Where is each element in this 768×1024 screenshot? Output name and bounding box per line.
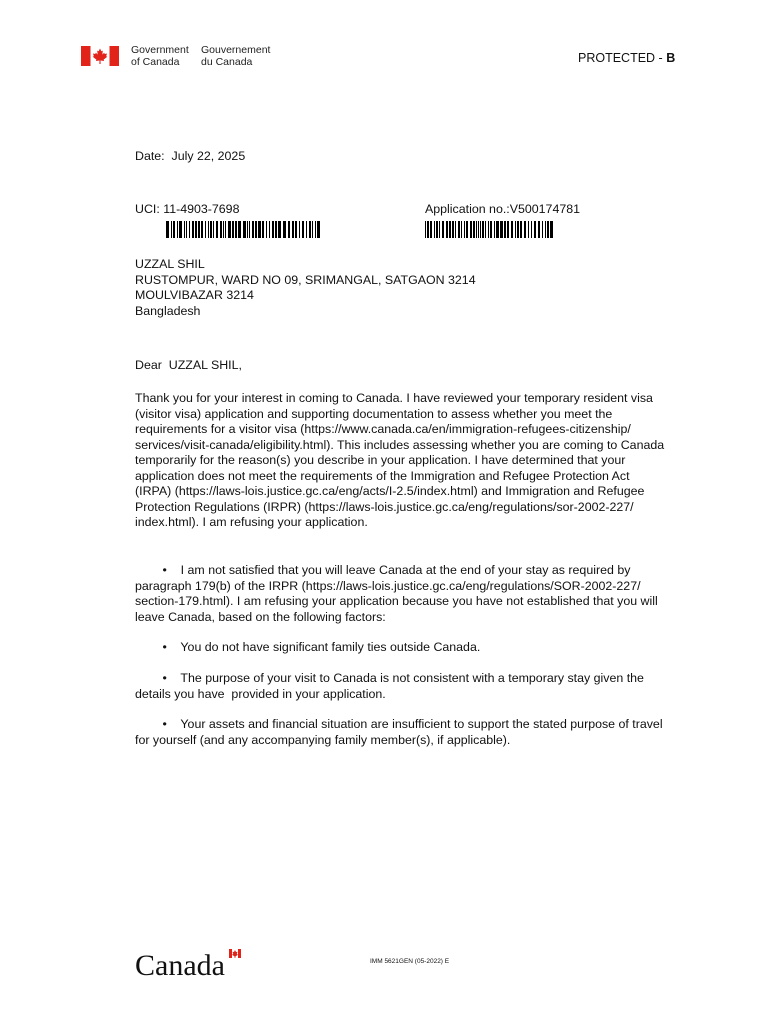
- government-of-canada-en: [131, 44, 189, 68]
- address-line: UZZAL SHIL: [135, 257, 205, 271]
- bullet-line: paragraph 179(b) of the IRPR (https://laws-lois.justice.gc.ca/eng/regulations/SOR-2002-227/: [135, 578, 641, 593]
- bullet-leave-canada: [135, 563, 658, 625]
- wordmark-flag-icon: [229, 949, 241, 958]
- bullet-financial-situation: [135, 717, 663, 748]
- gov-en-line1: Government: [131, 44, 189, 56]
- paragraph-line: index.html). I am refusing your application.: [135, 515, 368, 529]
- protected-level: B: [666, 51, 676, 65]
- bullet-line: • You do not have significant family ties outside Canada.: [135, 640, 481, 654]
- letter-date: Date: July 22, 2025: [135, 149, 246, 163]
- address-line: RUSTOMPUR, WARD NO 09, SRIMANGAL, SATGAON 3214: [135, 272, 476, 287]
- canada-flag-icon: [81, 46, 119, 66]
- canada-wordmark-logo: [135, 947, 243, 979]
- paragraph-line: (IRPA) (https://laws-lois.justice.gc.ca/eng/acts/I-2.5/index.html) and Immigration and Refugee: [135, 484, 645, 498]
- bullet-line: • The purpose of your visit to Canada is not consistent with a temporary stay given the: [135, 671, 644, 685]
- paragraph-line: Protection Regulations (IRPR) (https://laws-lois.justice.gc.ca/eng/regulations/sor-2002-227/: [135, 499, 634, 514]
- application-barcode: [425, 221, 557, 238]
- address-line: Bangladesh: [135, 303, 201, 318]
- salutation: Dear UZZAL SHIL,: [135, 358, 242, 372]
- recipient-address: [135, 257, 476, 319]
- paragraph-line: temporarily for the reason(s) you describe in your application. I have determined that your: [135, 453, 626, 467]
- uci-number: UCI: 11-4903-7698: [135, 202, 240, 216]
- bullet-line: • I am not satisfied that you will leave Canada at the end of your stay as required by: [135, 563, 631, 577]
- paragraph-line: Thank you for your interest in coming to Canada. I have reviewed your temporary resident visa: [135, 391, 653, 405]
- application-number: Application no.:V500174781: [425, 202, 581, 216]
- paragraph-line: application does not meet the requirements of the Immigration and Refugee Protection Act: [135, 468, 630, 483]
- protected-prefix: PROTECTED -: [578, 51, 667, 65]
- gov-fr-line2: du Canada: [201, 56, 253, 68]
- protected-marking: [578, 51, 675, 65]
- paragraph-line: services/visit-canada/eligibility.html). This includes assessing whether you are coming to Canada: [135, 437, 665, 452]
- bullet-line: section-179.html). I am refusing your application because you have not established that you will: [135, 594, 658, 608]
- form-number: IMM 5621GEN (05-2022) E: [370, 958, 450, 965]
- main-paragraph: [135, 391, 664, 531]
- paragraph-line: requirements for a visitor visa (https://www.canada.ca/en/immigration-refugees-citizenship/: [135, 422, 631, 436]
- bullet-line: details you have provided in your application.: [135, 686, 386, 701]
- paragraph-line: (visitor visa) application and supporting documentation to assess whether you meet the: [135, 406, 613, 421]
- wordmark-text: Canada: [135, 949, 225, 979]
- bullet-line: leave Canada, based on the following factors:: [135, 609, 386, 624]
- uci-barcode: [166, 221, 321, 238]
- bullet-purpose-of-visit: [135, 671, 644, 702]
- gov-fr-line1: Gouvernement: [201, 44, 271, 56]
- address-line: MOULVIBAZAR 3214: [135, 288, 254, 302]
- bullet-line: • Your assets and financial situation are insufficient to support the stated purpose of travel: [135, 717, 663, 731]
- gov-en-line2: of Canada: [131, 56, 180, 68]
- bullet-family-ties: [135, 640, 480, 656]
- government-of-canada-fr: [201, 44, 270, 68]
- bullet-line: for yourself (and any accompanying family member(s), if applicable).: [135, 732, 511, 747]
